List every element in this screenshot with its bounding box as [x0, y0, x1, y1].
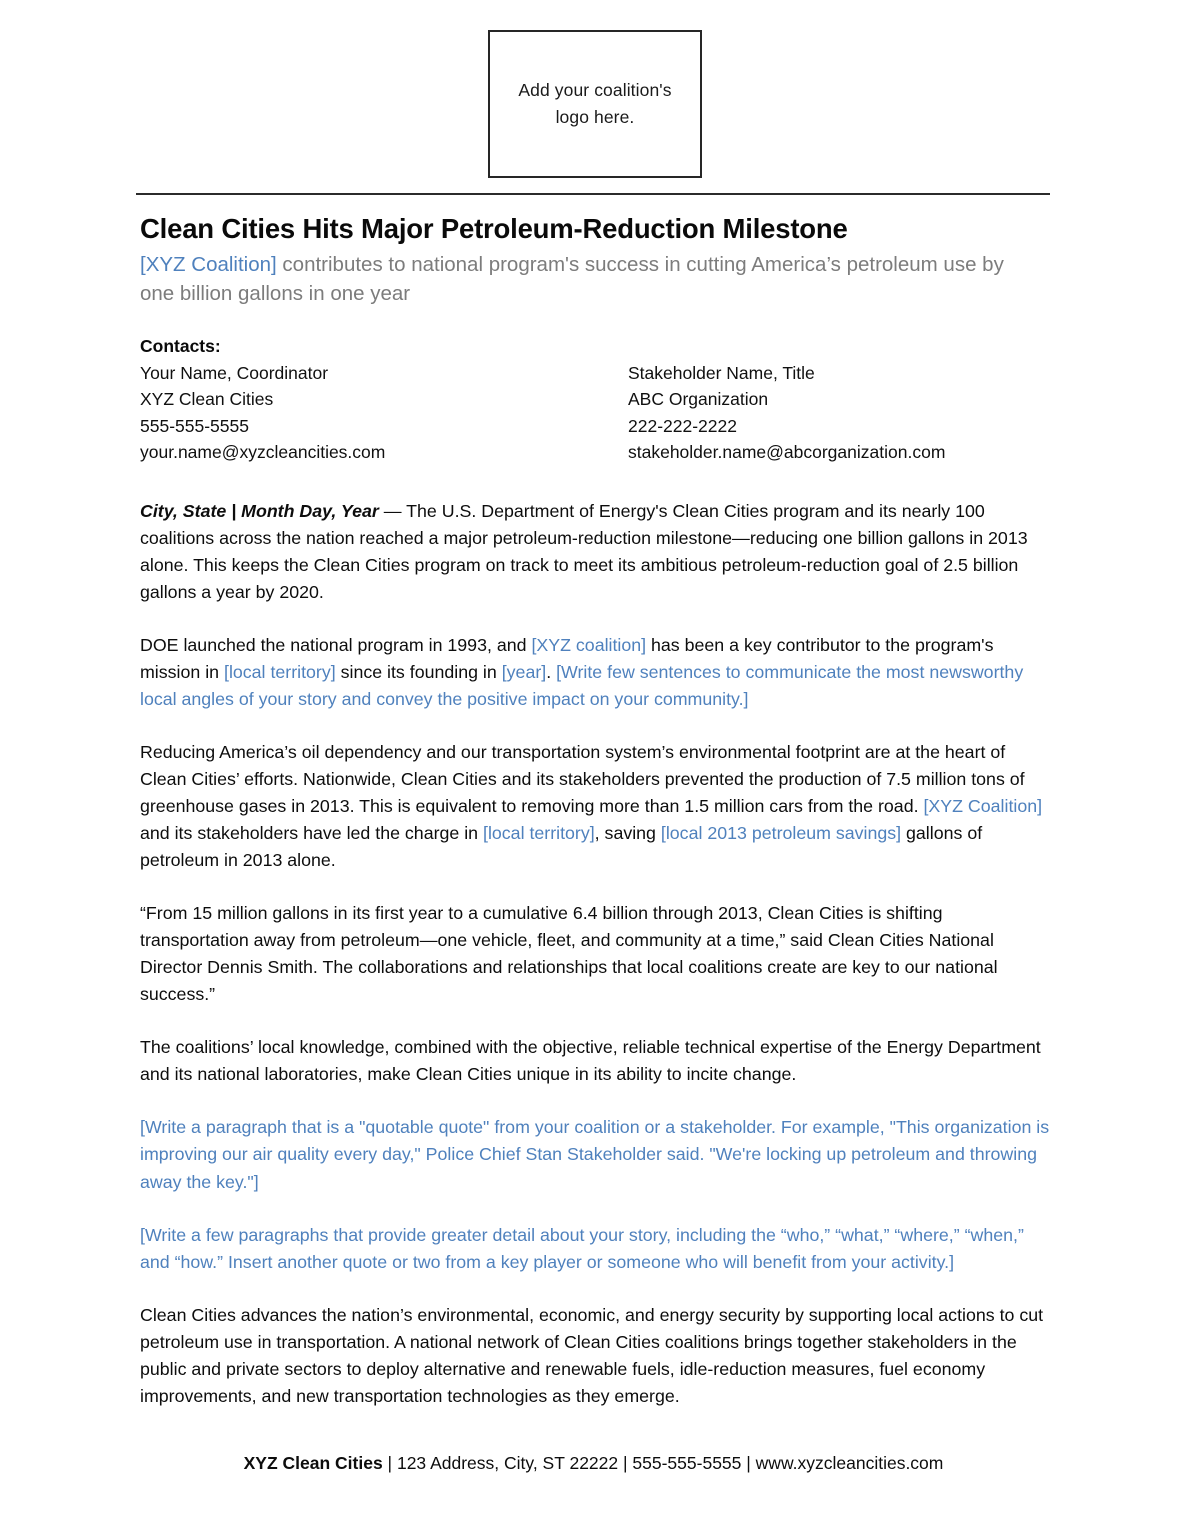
p2-placeholder-instruction: [Write few sentences to communicate the most newsworthy local angles of your story and convey the positive impact on your community.]	[140, 661, 1024, 709]
logo-placeholder-line-1: Add your coalition's	[518, 79, 672, 100]
paragraph-program-history	[140, 632, 1052, 713]
p2-placeholder-coalition: [XYZ coalition]	[531, 634, 647, 655]
footer-website: www.xyzcleancities.com	[755, 1453, 944, 1473]
subheadline-placeholder-coalition: [XYZ Coalition]	[140, 253, 277, 277]
p2-segment-1: DOE launched the national program in 1993, and	[140, 634, 532, 655]
p2-segment-4: .	[546, 661, 557, 682]
document-content	[140, 213, 1052, 1410]
paragraph-director-quote: “From 15 million gallons in its first year to a cumulative 6.4 billion through 2013, Clean Cities is shifting transportation away from petroleum—one vehicle, fleet, and community at a time,” said Clean Cities National Director Dennis Smith. The collaborations and relationships that local coalitions create are key to our national success.”	[140, 903, 998, 1005]
contact-column-stakeholder	[628, 360, 945, 466]
paragraph-lede-text: — The U.S. Department of Energy's Clean Cities program and its nearly 100 coalitions across the nation reached a major petroleum-reduction milestone—reducing one billion gallons in 2013 alone. This keeps the Clean Cities program on track to meet its ambitious petroleum-reduction goal of 2.5 billion gallons a year by 2020.	[140, 500, 1028, 602]
paragraph-lede	[140, 498, 1052, 606]
p3-segment-2: and its stakeholders have led the charge in	[140, 823, 484, 844]
paragraph-boilerplate: Clean Cities advances the nation’s environmental, economic, and energy security by supporting local actions to cut petroleum use in transportation. A national network of Clean Cities coalitions brings together stakeholders in the public and private sectors to deploy alternative and renewable fuels, idle-reduction measures, fuel economy improvements, and new transportation technologies as they emerge.	[140, 1304, 1044, 1406]
footer-separator-1: |	[382, 1453, 397, 1473]
paragraph-placeholder-quotable-quote: [Write a paragraph that is a "quotable quote" from your coalition or a stakeholder. For example, "This organization is improving our air quality every day," Police Chief Stan Stakeholder said. "We're locking up petroleum and throwing away the key."]	[140, 1117, 1050, 1192]
stakeholder-name: Stakeholder Name, Title	[628, 362, 815, 383]
p3-placeholder-savings: [local 2013 petroleum savings]	[660, 823, 902, 844]
subheadline-text: contributes to national program's success in cutting America’s petroleum use by one billion gallons in one year	[140, 253, 1004, 305]
contacts-label: Contacts:	[140, 335, 221, 356]
contacts-block	[140, 360, 1052, 468]
header-divider	[136, 193, 1050, 195]
footer-address: 123 Address, City, ST 22222	[396, 1453, 619, 1473]
subheadline	[140, 251, 1020, 307]
logo-placeholder-box[interactable]	[488, 30, 702, 178]
contact-name: Your Name, Coordinator	[140, 362, 329, 383]
contact-phone: 555-555-5555	[140, 415, 249, 436]
p3-placeholder-coalition: [XYZ Coalition]	[923, 796, 1043, 817]
page-footer	[0, 1452, 1187, 1475]
contact-organization: XYZ Clean Cities	[140, 389, 274, 410]
contact-column-primary	[140, 360, 385, 466]
paragraph-impact	[140, 739, 1052, 874]
dateline: City, State | Month Day, Year	[140, 500, 379, 521]
p3-segment-3: , saving	[594, 823, 661, 844]
p2-segment-3: since its founding in	[335, 661, 502, 682]
footer-phone: 555-555-5555	[632, 1453, 742, 1473]
p3-segment-1: Reducing America’s oil dependency and our transportation system’s environmental footprint are at the heart of Clean Cities’ efforts. Nationwide, Clean Cities and its stakeholders prevented the production of 7.5 million tons of greenhouse gases in 2013. This is equivalent to removing more than 1.5 million cars from the road.	[140, 741, 1025, 817]
footer-separator-3: |	[741, 1453, 756, 1473]
stakeholder-email: stakeholder.name@abcorganization.com	[628, 442, 946, 463]
contact-email: your.name@xyzcleancities.com	[140, 442, 386, 463]
p3-placeholder-territory: [local territory]	[483, 823, 595, 844]
logo-placeholder-text	[506, 77, 683, 131]
footer-separator-2: |	[618, 1453, 633, 1473]
paragraph-local-knowledge: The coalitions’ local knowledge, combined with the objective, reliable technical expertise of the Energy Department and its national laboratories, make Clean Cities unique in its ability to incite change.	[140, 1037, 1041, 1085]
stakeholder-organization: ABC Organization	[628, 389, 769, 410]
p3-segment-4: gallons of petroleum in 2013 alone.	[140, 823, 983, 871]
stakeholder-phone: 222-222-2222	[628, 415, 737, 436]
p2-segment-2: has been a key contributor to the program's mission in	[140, 634, 994, 682]
page-title: Clean Cities Hits Major Petroleum-Reduction Milestone	[140, 213, 848, 244]
footer-organization: XYZ Clean Cities	[243, 1453, 383, 1473]
p2-placeholder-year: [year]	[501, 661, 547, 682]
logo-placeholder-line-2: logo here.	[555, 107, 635, 127]
p2-placeholder-territory: [local territory]	[224, 661, 336, 682]
paragraph-placeholder-detail: [Write a few paragraphs that provide greater detail about your story, including the “who,” “what,” “where,” “when,” and “how.” Insert another quote or two from a key player or someone who will benefit from your activity.]	[140, 1224, 1024, 1272]
